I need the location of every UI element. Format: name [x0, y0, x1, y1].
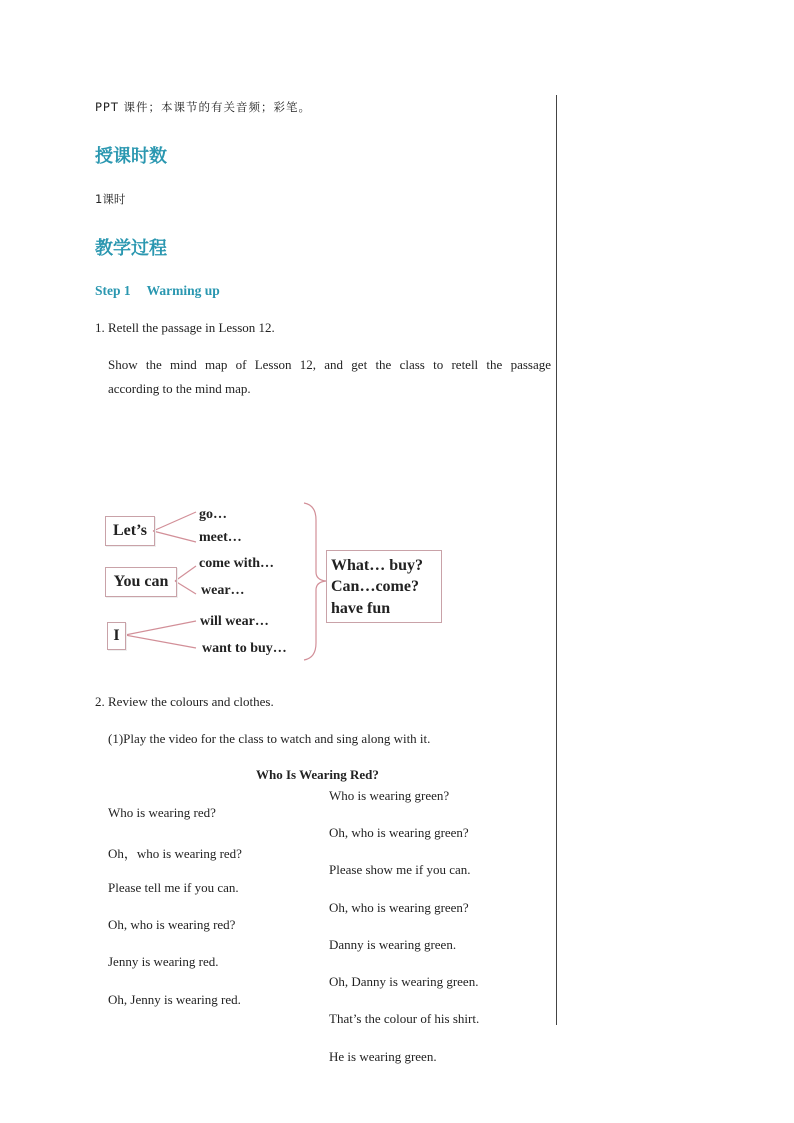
branch-come-with: come with…	[199, 556, 275, 571]
box-i: I	[107, 622, 126, 650]
song-right-line: Oh, who is wearing green?	[329, 900, 469, 915]
branch-go: go…	[199, 507, 227, 522]
song-left-line: Jenny is wearing red.	[108, 954, 219, 969]
line-youcan-wear	[175, 581, 196, 594]
song-title: Who Is Wearing Red?	[256, 767, 379, 782]
step1-title: Warming up	[146, 283, 220, 298]
song-right-line: Oh, who is wearing green?	[329, 825, 469, 840]
line-youcan-come	[175, 566, 196, 581]
song-right-line: Danny is wearing green.	[329, 937, 457, 952]
line-lets-meet	[153, 531, 196, 542]
item1-desc-line1: Show the mind map of Lesson 12, and get the class to retell the passage	[108, 357, 551, 372]
branch-want-to-buy: want to buy…	[202, 641, 287, 656]
process-heading: 教学过程	[95, 238, 167, 259]
song-left-line: Oh, Jenny is wearing red.	[108, 992, 241, 1007]
question-what-buy: What… buy?	[331, 557, 424, 574]
song-right-line: That’s the colour of his shirt.	[329, 1011, 480, 1026]
line-lets-go	[153, 512, 196, 531]
box-lets: Let’s	[105, 516, 155, 546]
item2-title: 2. Review the colours and clothes.	[95, 694, 274, 709]
line-i-wanttobuy	[125, 635, 196, 648]
box-you-can: You can	[105, 567, 177, 597]
period-heading: 授课时数	[95, 146, 167, 167]
period-value: 1课时	[95, 192, 126, 206]
item2-sub: (1)Play the video for the class to watch and sing along with it.	[108, 731, 431, 746]
box-questions	[326, 550, 442, 623]
branch-will-wear: will wear…	[200, 614, 269, 629]
line-i-willwear	[125, 621, 196, 635]
item1-desc-line2: according to the mind map.	[108, 381, 251, 396]
song-left-line: Oh，who is wearing red?	[108, 846, 242, 861]
song-left-line: Please tell me if you can.	[108, 880, 239, 895]
materials-line: PPT 课件；本课节的有关音频；彩笔。	[95, 100, 312, 114]
branch-wear: wear…	[201, 583, 245, 598]
mind-map-brace	[304, 503, 326, 660]
item1-title: 1. Retell the passage in Lesson 12.	[95, 320, 275, 335]
song-left-line: Oh, who is wearing red?	[108, 917, 236, 932]
step1-label: Step 1	[95, 283, 131, 298]
branch-meet: meet…	[199, 530, 242, 545]
song-left-line: Who is wearing red?	[108, 805, 216, 820]
question-have-fun: have fun	[331, 600, 391, 617]
question-can-come: Can…come?	[331, 578, 419, 595]
song-right-line: Please show me if you can.	[329, 862, 471, 877]
song-right-line: Oh, Danny is wearing green.	[329, 974, 479, 989]
song-right-line: Who is wearing green?	[329, 788, 450, 803]
song-right-line: He is wearing green.	[329, 1049, 437, 1064]
